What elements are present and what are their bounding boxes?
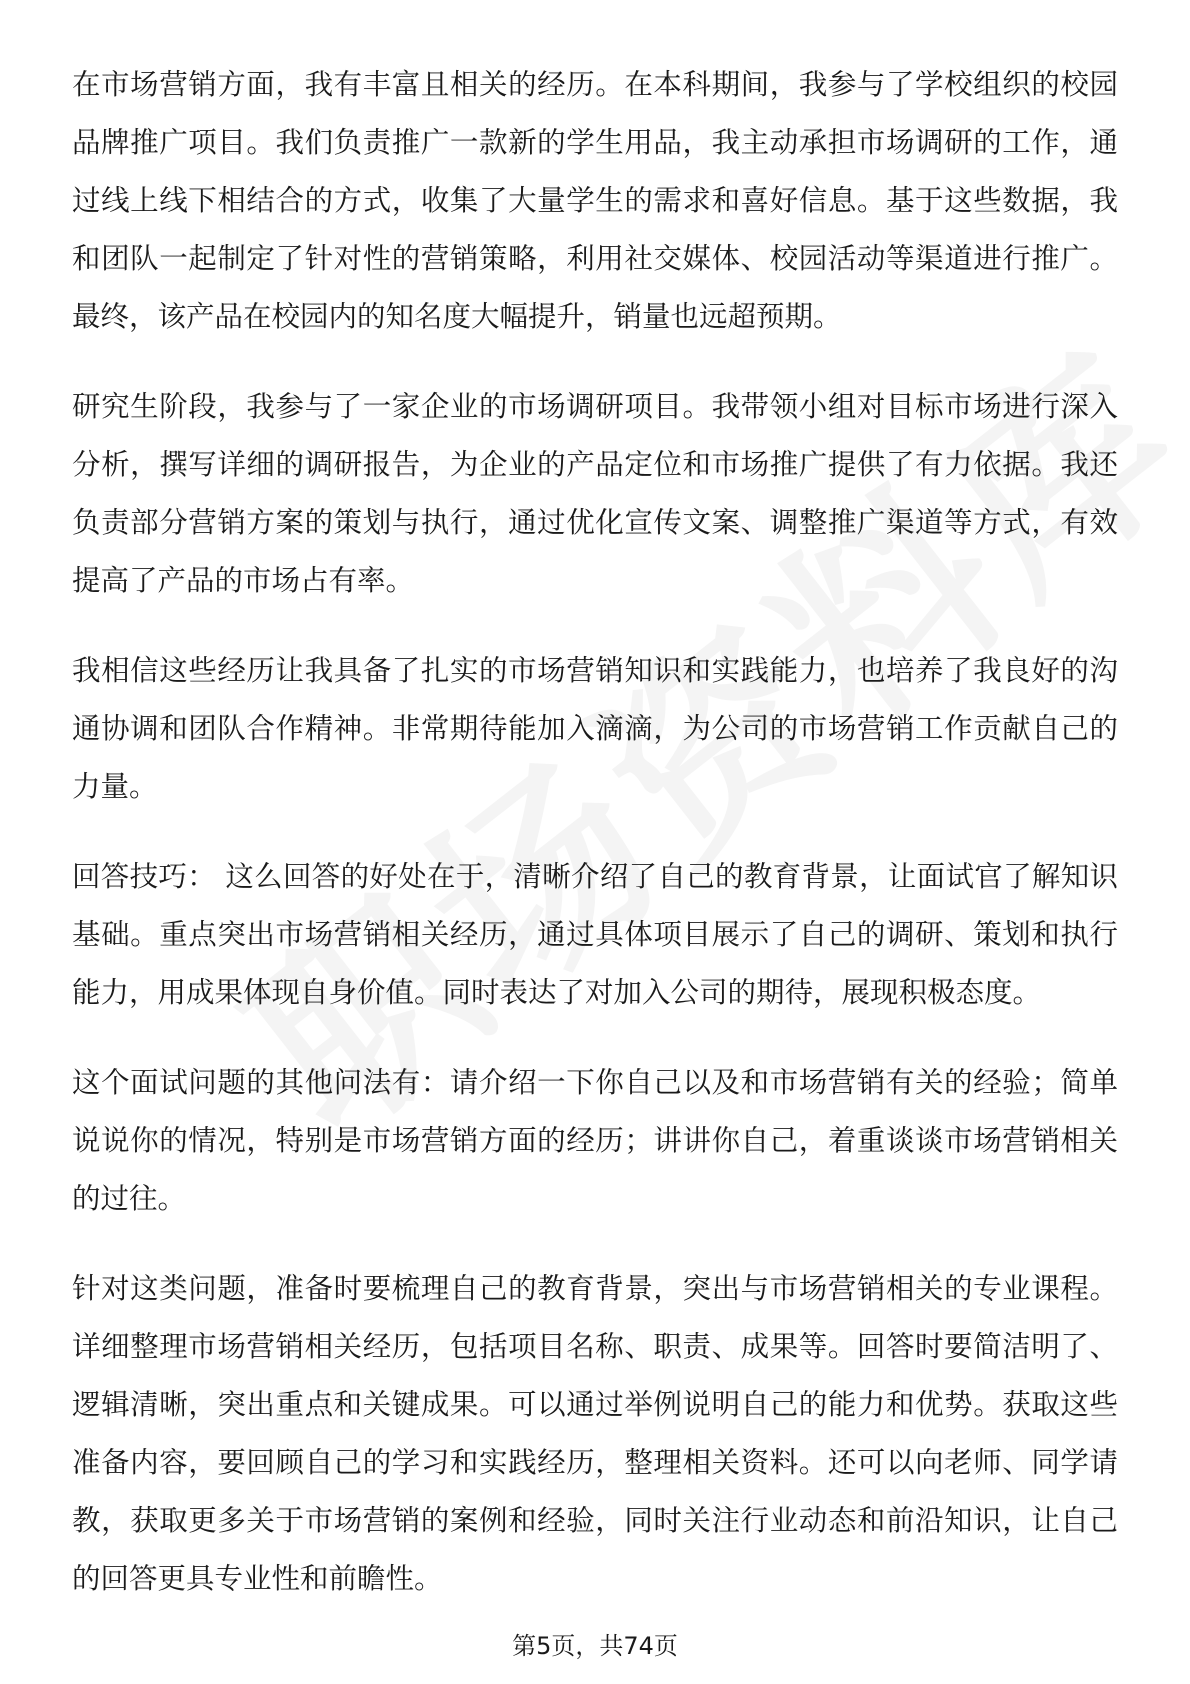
paragraph: 研究生阶段，我参与了一家企业的市场调研项目。我带领小组对目标市场进行深入分析，撰写详细的调研报告，为企业的产品定位和市场推广提供了有力依据。我还负责部分营销方案的策划与执行，通过优化宣传文案、调整推广渠道等方式，有效提高了产品的市场占有率。 (72, 390, 1118, 597)
paragraph: 在市场营销方面，我有丰富且相关的经历。在本科期间，我参与了学校组织的校园品牌推广项目。我们负责推广一款新的学生用品，我主动承担市场调研的工作，通过线上线下相结合的方式，收集了大量学生的需求和喜好信息。基于这些数据，我和团队一起制定了针对性的营销策略，利用社交媒体、校园活动等渠道进行推广。最终，该产品在校园内的知名度大幅提升，销量也远超预期。 (72, 68, 1118, 333)
document-body (72, 56, 1118, 1640)
paragraph: 这个面试问题的其他问法有：请介绍一下你自己以及和市场营销有关的经验；简单说说你的情况，特别是市场营销方面的经历；讲讲你自己，着重谈谈市场营销相关的过往。 (72, 1066, 1118, 1215)
paragraph: 我相信这些经历让我具备了扎实的市场营销知识和实践能力，也培养了我良好的沟通协调和团队合作精神。非常期待能加入滴滴，为公司的市场营销工作贡献自己的力量。 (72, 654, 1118, 803)
page-number: 第5页，共74页 (512, 1632, 678, 1660)
paragraph: 针对这类问题，准备时要梳理自己的教育背景，突出与市场营销相关的专业课程。详细整理市场营销相关经历，包括项目名称、职责、成果等。回答时要简洁明了、逻辑清晰，突出重点和关键成果。可以通过举例说明自己的能力和优势。获取这些准备内容，要回顾自己的学习和实践经历，整理相关资料。还可以向老师、同学请教，获取更多关于市场营销的案例和经验，同时关注行业动态和前沿知识，让自己的回答更具专业性和前瞻性。 (72, 1272, 1118, 1595)
paragraph: 回答技巧： 这么回答的好处在于，清晰介绍了自己的教育背景，让面试官了解知识基础。重点突出市场营销相关经历，通过具体项目展示了自己的调研、策划和执行能力，用成果体现自身价值。同时表达了对加入公司的期待，展现积极态度。 (72, 860, 1118, 1009)
